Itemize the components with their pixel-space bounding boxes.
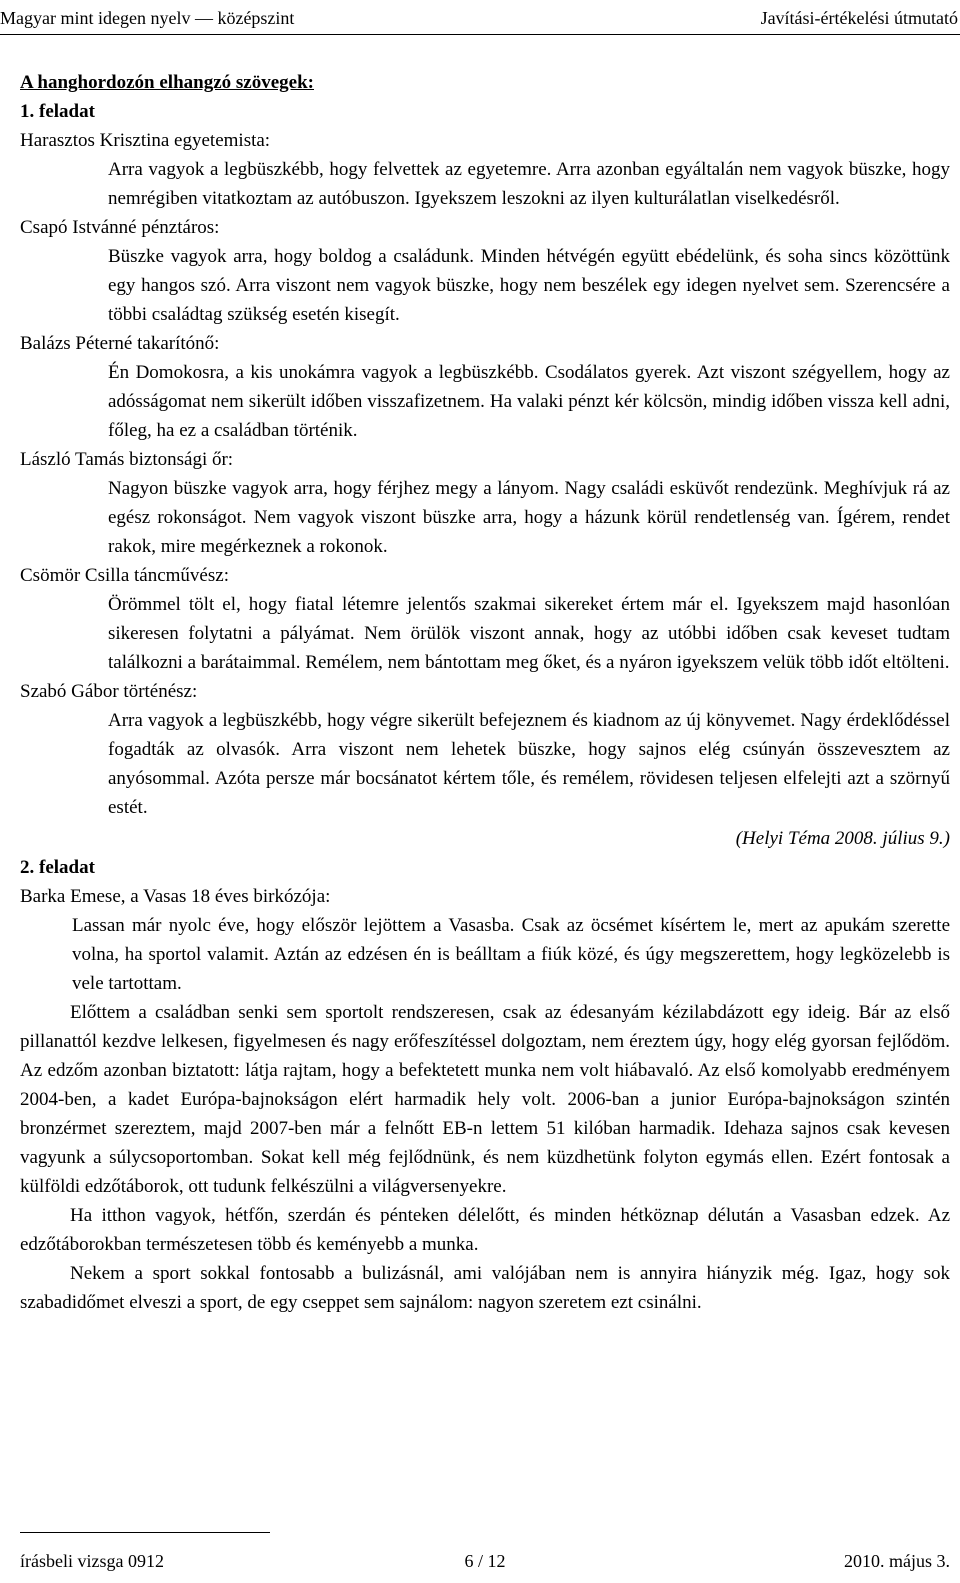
task2-paragraph: Lassan már nyolc éve, hogy először lejöttem a Vasasba. Csak az öcsémet kísértem le, mert az apukám szerette volna, ha sportol valamit. Aztán az edzésen én is beálltam a fiúk közé, és úgy megszerettem, hogy legközelebb is vele tartottam. (72, 915, 950, 994)
task1-title: 1. feladat (20, 101, 95, 122)
page-header (0, 0, 960, 40)
speaker-label: László Tamás biztonsági őr: (20, 449, 234, 470)
document-body (20, 68, 950, 1317)
footer-date: 2010. május 3. (844, 1551, 950, 1571)
header-right: Javítási-értékelési útmutató (760, 8, 958, 28)
footer-page-number: 6 / 12 (464, 1551, 506, 1571)
speaker-text: Büszke vagyok arra, hogy boldog a családunk. Minden hétvégén együtt ebédelünk, és soha sincs közöttünk egy hangos szó. Arra viszont nem vagyok büszke, hogy nem beszélek egy idegen nyelvet sem. Szerencsére a többi családtag szükség esetén kisegít. (108, 246, 950, 325)
task1-entry (20, 126, 950, 213)
task2-text (72, 911, 950, 998)
section-title: A hanghordozón elhangzó szövegek: (20, 72, 314, 93)
speaker-text: Én Domokosra, a kis unokámra vagyok a legbüszkébb. Csodálatos gyerek. Azt viszont szégyellem, hogy az adósságomat nem sikerült időben visszafizetnem. Ha valaki pénzt kér kölcsön, mindig időben vissza kell adni, főleg, ha ez a családban történik. (108, 362, 950, 441)
task2-paragraph: Ha itthon vagyok, hétfőn, szerdán és pénteken délelőtt, és minden hétköznap délután a Vasasban edzek. Az edzőtáborokban természetesen több és keményebb a munka. (20, 1205, 950, 1255)
speaker-text: Arra vagyok a legbüszkébb, hogy felvettek az egyetemre. Arra azonban egyáltalán nem vagyok büszke, hogy nemrégiben vitatkoztam az autóbuszon. Igyekszem leszokni az ilyen kulturálatlan viselkedésről. (108, 159, 950, 209)
header-rule (0, 34, 960, 35)
task1-entry (20, 329, 950, 445)
source-citation: (Helyi Téma 2008. július 9.) (735, 828, 950, 849)
task1-entry (20, 213, 950, 329)
footer-exam-label: írásbeli vizsga 0912 (20, 1551, 164, 1571)
task1-entry (20, 561, 950, 677)
speaker-text: Örömmel tölt el, hogy fiatal létemre jelentős szakmai sikereket értem már el. Igyekszem majd hasonlóan sikeresen folytatni a pályámat. Nem örülök viszont annak, hogy az utóbbi időben csak keveset tudtam találkozni a barátaimmal. Remélem, nem bántottam meg őket, és a nyáron igyekszem velük több időt eltölteni. (108, 594, 950, 673)
speaker-label: Szabó Gábor történész: (20, 681, 198, 702)
speaker-text: Nagyon büszke vagyok arra, hogy férjhez megy a lányom. Nagy családi esküvőt rendezünk. Meghívjuk rá az egész rokonságot. Nem vagyok viszont büszke arra, hogy a házunk körül rendetlenség van. Ígérem, rendet rakok, mire megérkeznek a rokonok. (108, 478, 950, 557)
task1-entry (20, 677, 950, 822)
header-left: Magyar mint idegen nyelv — középszint (0, 8, 295, 28)
speaker-label: Balázs Péterné takarítónő: (20, 333, 220, 354)
task1-entry (20, 445, 950, 561)
task2-title: 2. feladat (20, 857, 95, 878)
speaker-label: Harasztos Krisztina egyetemista: (20, 130, 271, 151)
speaker-text: Arra vagyok a legbüszkébb, hogy végre sikerült befejeznem és kiadnom az új könyvemet. Nagy érdeklődéssel fogadták az olvasók. Arra viszont nem lehetek büszke, hogy sajnos elég csúnyán összevesztem az anyósommal. Azóta persze már bocsánatot kértem tőle, és remélem, rövidesen teljesen elfelejti azt a szörnyű estét. (108, 710, 950, 818)
task2-paragraph: Nekem a sport sokkal fontosabb a bulizásnál, ami valójában nem is annyira hiányzik még. Igaz, hogy sok szabadidőmet elveszi a sport, de egy cseppet sem sajnálom: nagyon szeretem ezt csinálni. (20, 1263, 950, 1313)
speaker-label: Csapó Istvánné pénztáros: (20, 217, 220, 238)
speaker-label: Barka Emese, a Vasas 18 éves birkózója: (20, 886, 331, 907)
speaker-label: Csömör Csilla táncművész: (20, 565, 229, 586)
footer-rule (20, 1532, 270, 1533)
task2-paragraph: Előttem a családban senki sem sportolt rendszeresen, csak az édesanyám kézilabdázott egy ideig. Bár az első pillanattól kezdve lelkesen, figyelmesen és nagy erőfeszítéssel dolgoztam, nem éreztem úgy, hogy elég gyorsan fejlődöm. Az edzőm azonban biztatott: látja rajtam, hogy a befektetett munka nem volt hiábavaló. Az első komolyabb eredményem 2004-ben, a kadet Európa-bajnokságon elért harmadik hely volt. 2006-ban a junior Európa-bajnokságon szintén bronzérmet szereztem, majd 2007-ben már a felnőtt EB-n lettem 51 kilóban harmadik. Idehaza sajnos csak kevesen vagyunk a súlycsoportomban. Sokat kell még fejlődnünk, és nem küzdhetünk folyton egymás ellen. Ezért fontosak a külföldi edzőtáborok, ott tudunk felkészülni a világversenyekre. (20, 1002, 950, 1197)
task2-text-rest (20, 998, 950, 1317)
